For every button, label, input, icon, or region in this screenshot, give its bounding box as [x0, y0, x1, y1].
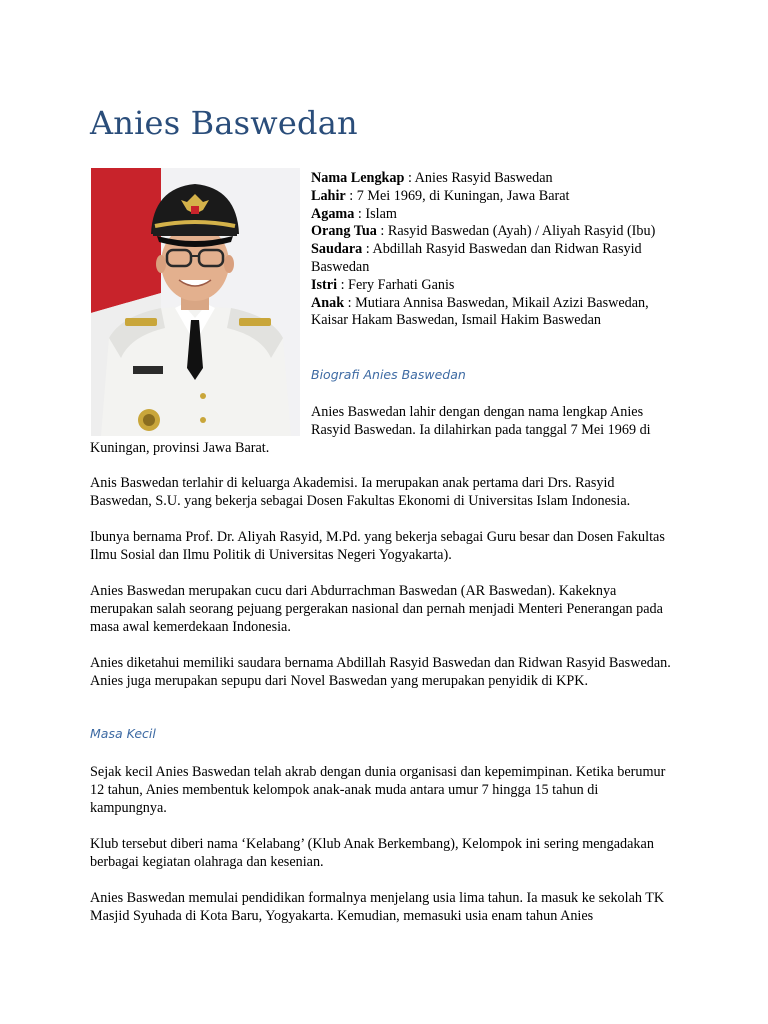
- info-row-birth: [311, 188, 684, 206]
- info-label: Istri: [311, 276, 338, 293]
- info-row-religion: [311, 206, 684, 224]
- info-row-parents: [311, 223, 684, 241]
- page-title: Anies Baswedan: [90, 104, 358, 142]
- info-label: Lahir: [311, 187, 346, 204]
- paragraph-2: [90, 529, 678, 565]
- paragraph-text: Anies Baswedan memulai pendidikan formalnya menjelang usia lima tahun. Ia masuk ke sekolah TK Masjid Syuhada di Kota Baru, Yogyakarta. Kemudian, memasuki usia enam tahun Anies: [90, 890, 665, 924]
- info-row-name: [311, 170, 684, 188]
- photo-wrap-spacer: [90, 404, 311, 422]
- info-label: Orang Tua: [311, 223, 377, 240]
- info-value: : Mutiara Annisa Baswedan, Mikail Azizi Baswedan, Kaisar Hakam Baswedan, Ismail Hakim Baswedan: [311, 294, 649, 329]
- info-label: Nama Lengkap: [311, 170, 405, 186]
- paragraph-text: Ibunya bernama Prof. Dr. Aliyah Rasyid, M.Pd. yang bekerja sebagai Guru besar dan Dosen Fakultas Ilmu Sosial dan Ilmu Politik di Universitas Negeri Yogyakarta).: [90, 529, 665, 563]
- info-value: : Fery Farhati Ganis: [337, 276, 455, 293]
- info-label: Anak: [311, 294, 345, 311]
- paragraph-6: [90, 836, 678, 872]
- info-row-siblings: [311, 241, 684, 277]
- info-label: Saudara: [311, 241, 363, 258]
- paragraph-text: Anis Baswedan terlahir di keluarga Akademisi. Ia merupakan anak pertama dari Drs. Rasyid Baswedan, S.U. yang bekerja sebagai Dosen Fakultas Ekonomi di Universitas Islam Indonesia.: [90, 475, 631, 509]
- profile-info: [311, 170, 684, 330]
- paragraph-text: Klub tersebut diberi nama ‘Kelabang’ (Klub Anak Berkembang), Kelompok ini sering mengadakan berbagai kegiatan olahraga dan kesenian.: [90, 836, 654, 870]
- paragraph-text: Anies diketahui memiliki saudara bernama Abdillah Rasyid Baswedan dan Ridwan Rasyid Baswedan. Anies juga merupakan sepupu dari Novel Baswedan yang merupakan penyidik di KPK.: [90, 655, 671, 689]
- paragraph-7: [90, 890, 678, 926]
- paragraph-text: Sejak kecil Anies Baswedan telah akrab dengan dunia organisasi dan kepemimpinan. Ketika berumur 12 tahun, Anies membentuk kelompok anak-anak muda antara umur 7 hingga 15 tahun di kampungnya.: [90, 764, 666, 816]
- info-row-children: [311, 295, 684, 331]
- section-heading-biography: Biografi Anies Baswedan: [311, 367, 466, 382]
- info-value: : Anies Rasyid Baswedan: [404, 170, 553, 186]
- paragraph-3: [90, 583, 678, 636]
- paragraph-text: Anies Baswedan merupakan cucu dari Abdurrachman Baswedan (AR Baswedan). Kakeknya merupakan salah seorang pejuang pergerakan nasional dan pernah menjadi Menteri Penerangan pada masa awal kemerdekaan Indonesia.: [90, 583, 663, 635]
- info-value: : Rasyid Baswedan (Ayah) / Aliyah Rasyid (Ibu): [376, 223, 656, 240]
- paragraph-5: [90, 764, 678, 817]
- info-row-wife: [311, 277, 684, 295]
- info-label: Agama: [311, 205, 355, 222]
- paragraph-4: [90, 655, 678, 691]
- portrait-photo: [91, 168, 300, 436]
- section-heading-childhood: Masa Kecil: [90, 726, 156, 741]
- intro-paragraph: [90, 404, 680, 457]
- info-value: : Islam: [354, 205, 397, 222]
- info-value: : 7 Mei 1969, di Kuningan, Jawa Barat: [345, 187, 570, 204]
- info-value: : Abdillah Rasyid Baswedan dan Ridwan Rasyid Baswedan: [311, 241, 642, 275]
- paragraph-1: [90, 475, 678, 511]
- intro-text: Anies Baswedan lahir dengan dengan nama lengkap Anies Rasyid Baswedan. Ia dilahirkan pada tanggal 7 Mei 1969 di Kuningan, provinsi Jawa Barat.: [90, 404, 651, 456]
